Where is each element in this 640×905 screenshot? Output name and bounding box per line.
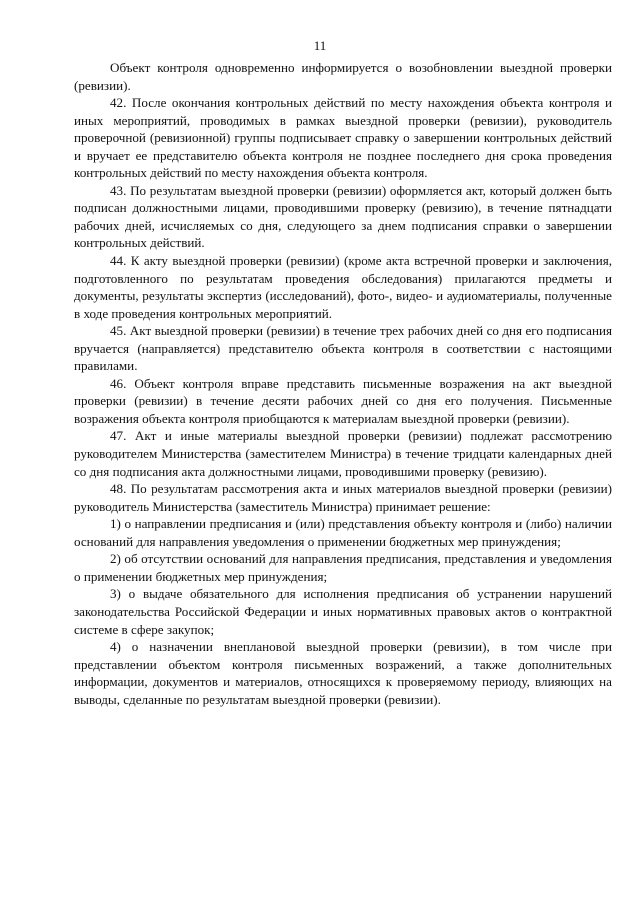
document-body — [74, 59, 612, 708]
decision-item-1: 1) о направлении предписания и (или) представления объекту контроля и (либо) наличии оснований для направления уведомления о применении бюджетных мер принуждения; — [74, 516, 612, 549]
paragraph-42: 42. После окончания контрольных действий по месту нахождения объекта контроля и иных мероприятий, проводимых в рамках выездной проверки (ревизии), руководитель проверочной (ревизионной) группы подписывает справку о завершении контрольных действий и вручает ее представителю объекта контроля не позднее последнего дня срока проведения контрольных действий по месту нахождения объекта контроля. — [74, 95, 612, 181]
decision-item-4: 4) о назначении внеплановой выездной проверки (ревизии), в том числе при представлении объектом контроля письменных возражений, а также дополнительных информации, документов и материалов, относящихся к проверяемому периоду, влияющих на выводы, сделанные по результатам выездной проверки (ревизии). — [74, 639, 612, 707]
paragraph-43: 43. По результатам выездной проверки (ревизии) оформляется акт, который должен быть подписан должностными лицами, проводившими проверку (ревизию), в течение пятнадцати рабочих дней, исчисляемых со дня, следующего за днем подписания справки о завершении контрольных действий. — [74, 182, 612, 251]
paragraph-48: 48. По результатам рассмотрения акта и иных материалов выездной проверки (ревизии) руководитель Министерства (заместитель Министра) принимает решение: — [74, 481, 612, 514]
paragraph-45: 45. Акт выездной проверки (ревизии) в течение трех рабочих дней со дня его подписания вручается (направляется) представителю объекта контроля в соответствии с настоящими правилами. — [74, 323, 612, 374]
page-number: 11 — [313, 38, 327, 53]
paragraph-44: 44. К акту выездной проверки (ревизии) (кроме акта встречной проверки и заключения, подготовленного по результатам проведения обследования) прилагаются предметы и документы, результаты экспертиз (исследований), фото-, видео- и аудиоматериалы, полученные в ходе проведения контрольных мероприятий. — [74, 253, 612, 321]
decision-item-2: 2) об отсутствии оснований для направления предписания, представления и уведомления о применении бюджетных мер принуждения; — [74, 551, 612, 584]
paragraph-46: 46. Объект контроля вправе представить письменные возражения на акт выездной проверки (ревизии) в течение десяти рабочих дней со дня его получения. Письменные возражения объекта контроля приобщаются к материалам выездной проверки (ревизии). — [74, 375, 612, 426]
paragraph-resumption-notice: Объект контроля одновременно информируется о возобновлении выездной проверки (ревизии). — [74, 60, 612, 93]
decision-item-3: 3) о выдаче обязательного для исполнения предписания об устранении нарушений законодательства Российской Федерации и иных нормативных правовых актов о контрактной системе в сфере закупок; — [74, 586, 612, 637]
paragraph-47: 47. Акт и иные материалы выездной проверки (ревизии) подлежат рассмотрению руководителем Министерства (заместителем Министра) в течение тридцати календарных дней со дня подписания акта должностными лицами, проводившими проверку (ревизию). — [74, 428, 612, 479]
